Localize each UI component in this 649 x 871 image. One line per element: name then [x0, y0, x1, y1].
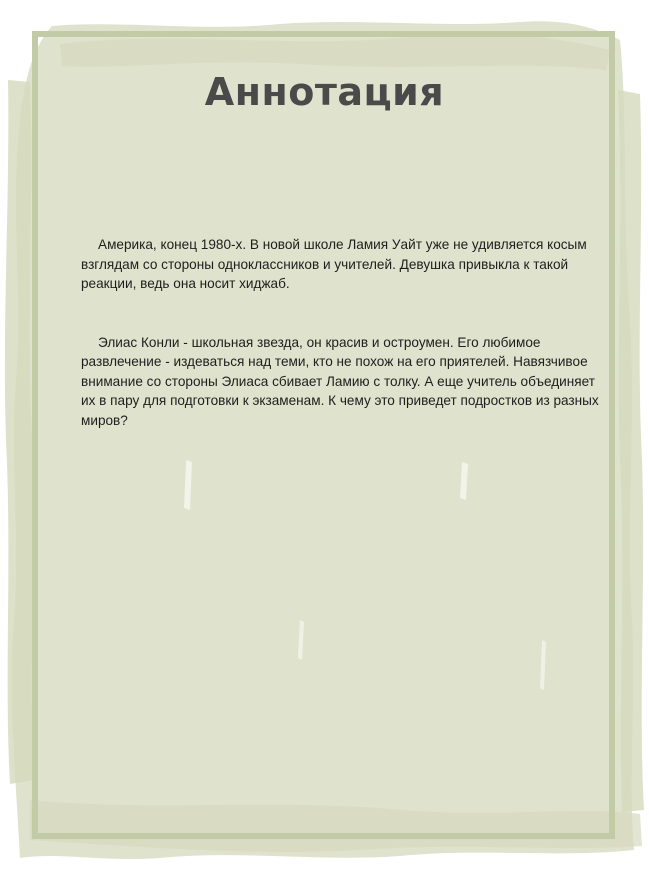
page-title: Аннотация [204, 70, 445, 114]
page-frame [32, 31, 615, 839]
paragraph-2: Элиас Конли - школьная звезда, он красив и остроумен. Его любимое развлечение - издеваться над теми, кто не похож на его приятелей. Навязчивое внимание со стороны Элиаса сбивает Ламию с толку. А еще учитель объединяет их в пару для подготовки к экзаменам. К чему это приведет подростков из разных миров? [81, 334, 599, 428]
annotation-text [81, 235, 601, 430]
brush-stroke-right [618, 90, 644, 812]
paragraph-1: Америка, конец 1980-х. В новой школе Ламия Уайт уже не удивляется косым взглядам со стороны одноклассников и учителей. Девушка привыкла к такой реакции, ведь она носит хиджаб. [81, 237, 587, 291]
brush-stroke-left [5, 80, 34, 784]
